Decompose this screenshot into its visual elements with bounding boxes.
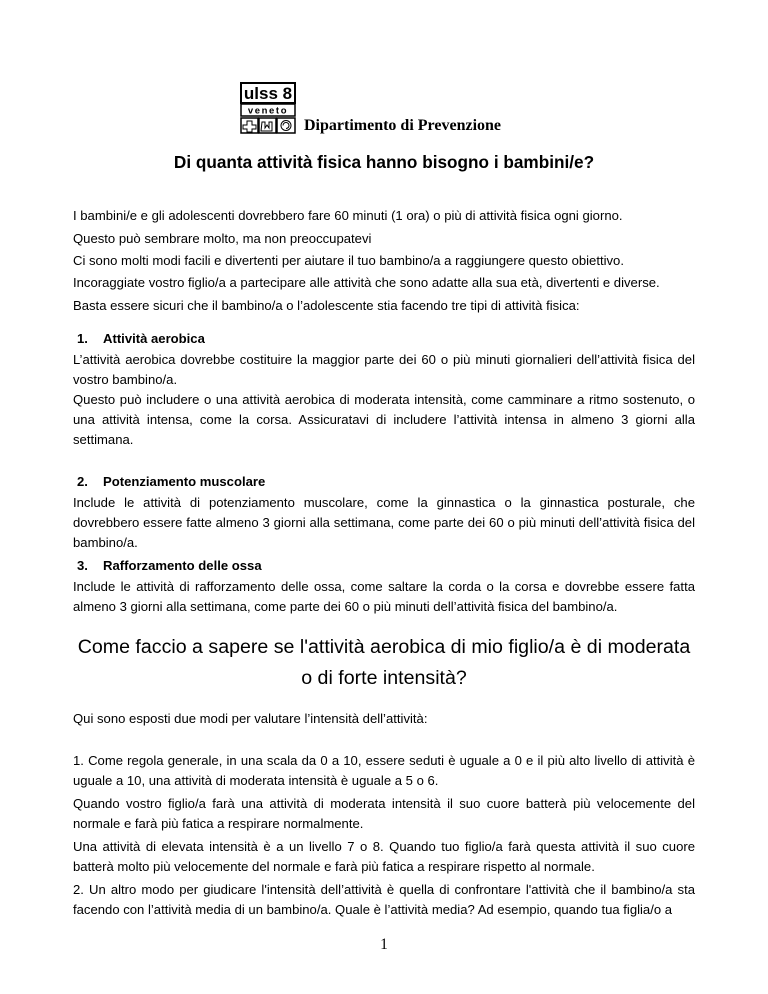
- section-title: Potenziamento muscolare: [103, 474, 266, 489]
- section-heading-aerobic: [73, 329, 695, 349]
- section-number: 2.: [77, 474, 88, 489]
- intro-line: I bambini/e e gli adolescenti dovrebbero fare 60 minuti (1 ora) o più di attività fisica ogni giorno.: [73, 208, 623, 223]
- page-title: Di quanta attività fisica hanno bisogno i bambini/e?: [173, 152, 595, 172]
- answer-paragraph: Quando vostro figlio/a farà una attività di moderata intensità il suo cuore batterà più velocemente del normale e farà più fatica a respirare normalmente.: [73, 796, 695, 831]
- section-number: 3.: [77, 558, 88, 573]
- question-heading: Come faccio a sapere se l'attività aerobica di mio figlio/a è di moderata o di forte intensità?: [77, 636, 691, 689]
- section-title: Attività aerobica: [103, 331, 205, 346]
- section-title: Rafforzamento delle ossa: [103, 558, 262, 573]
- department-name: Dipartimento di Prevenzione: [304, 117, 502, 134]
- section-number: 1.: [77, 331, 88, 346]
- section-paragraph: Include le attività di rafforzamento delle ossa, come saltare la corda o la corsa e dovrebbe essere fatta almeno 3 giorni alla settimana, come parte dei 60 o più minuti dell’attività fisica del bambino/a.: [73, 579, 695, 614]
- section-heading-muscle: [73, 472, 695, 492]
- section-paragraph: Questo può includere o una attività aerobica di moderata intensità, come camminare a ritmo sostenuto, o una attività intensa, come la corsa. Assicuratavi di includere l’attività intensa in almeno 3 giorni alla settimana.: [73, 392, 695, 447]
- intro-line: Ci sono molti modi facili e divertenti per aiutare il tuo bambino/a a raggiungere questo obiettivo.: [73, 253, 624, 268]
- logo-graphic: [240, 82, 296, 134]
- intro-line: Questo può sembrare molto, ma non preoccupatevi: [73, 231, 372, 246]
- logo-title: ulss 8: [243, 84, 293, 103]
- answer-paragraph: Una attività di elevata intensità è a un livello 7 o 8. Quando tuo figlio/a farà questa attività il suo cuore batterà molto più velocemente del normale e farà più fatica a respirare rispetto al normale.: [73, 839, 695, 874]
- intro-line: Incoraggiate vostro figlio/a a partecipare alle attività che sono adatte alla sua età, divertenti e diverse.: [73, 275, 660, 290]
- logo-symbols-icon: [241, 118, 295, 133]
- question-intro: Qui sono esposti due modi per valutare l’intensità dell’attività:: [73, 711, 428, 726]
- answer-paragraph: 2. Un altro modo per giudicare l'intensità dell’attività è quella di confrontare l'attività che il bambino/a sta facendo con l’attività media di un bambino/a. Quale è l’attività media? Ad esempio, quando tua figlia/o a: [73, 882, 695, 917]
- answer-paragraph: 1. Come regola generale, in una scala da 0 a 10, essere seduti è uguale a 0 e il più alto livello di attività è uguale a 10, una attività di moderata intensità è uguale a 5 o 6.: [73, 753, 695, 788]
- logo-subtitle: veneto: [247, 105, 289, 117]
- intro-line: Basta essere sicuri che il bambino/a o l’adolescente stia facendo tre tipi di attività fisica:: [73, 298, 580, 313]
- section-paragraph: Include le attività di potenziamento muscolare, come la ginnastica o la ginnastica posturale, che dovrebbero essere fatte almeno 3 giorni alla settimana, come parte dei 60 o più minuti dell’attività fisica del bambino/a.: [73, 495, 695, 550]
- page-number: 1: [380, 936, 388, 953]
- ulss8-veneto-logo: [240, 82, 296, 134]
- section-heading-bone: [73, 556, 695, 576]
- section-paragraph: L’attività aerobica dovrebbe costituire la maggior parte dei 60 o più minuti giornalieri dell’attività fisica del vostro bambino/a.: [73, 352, 695, 387]
